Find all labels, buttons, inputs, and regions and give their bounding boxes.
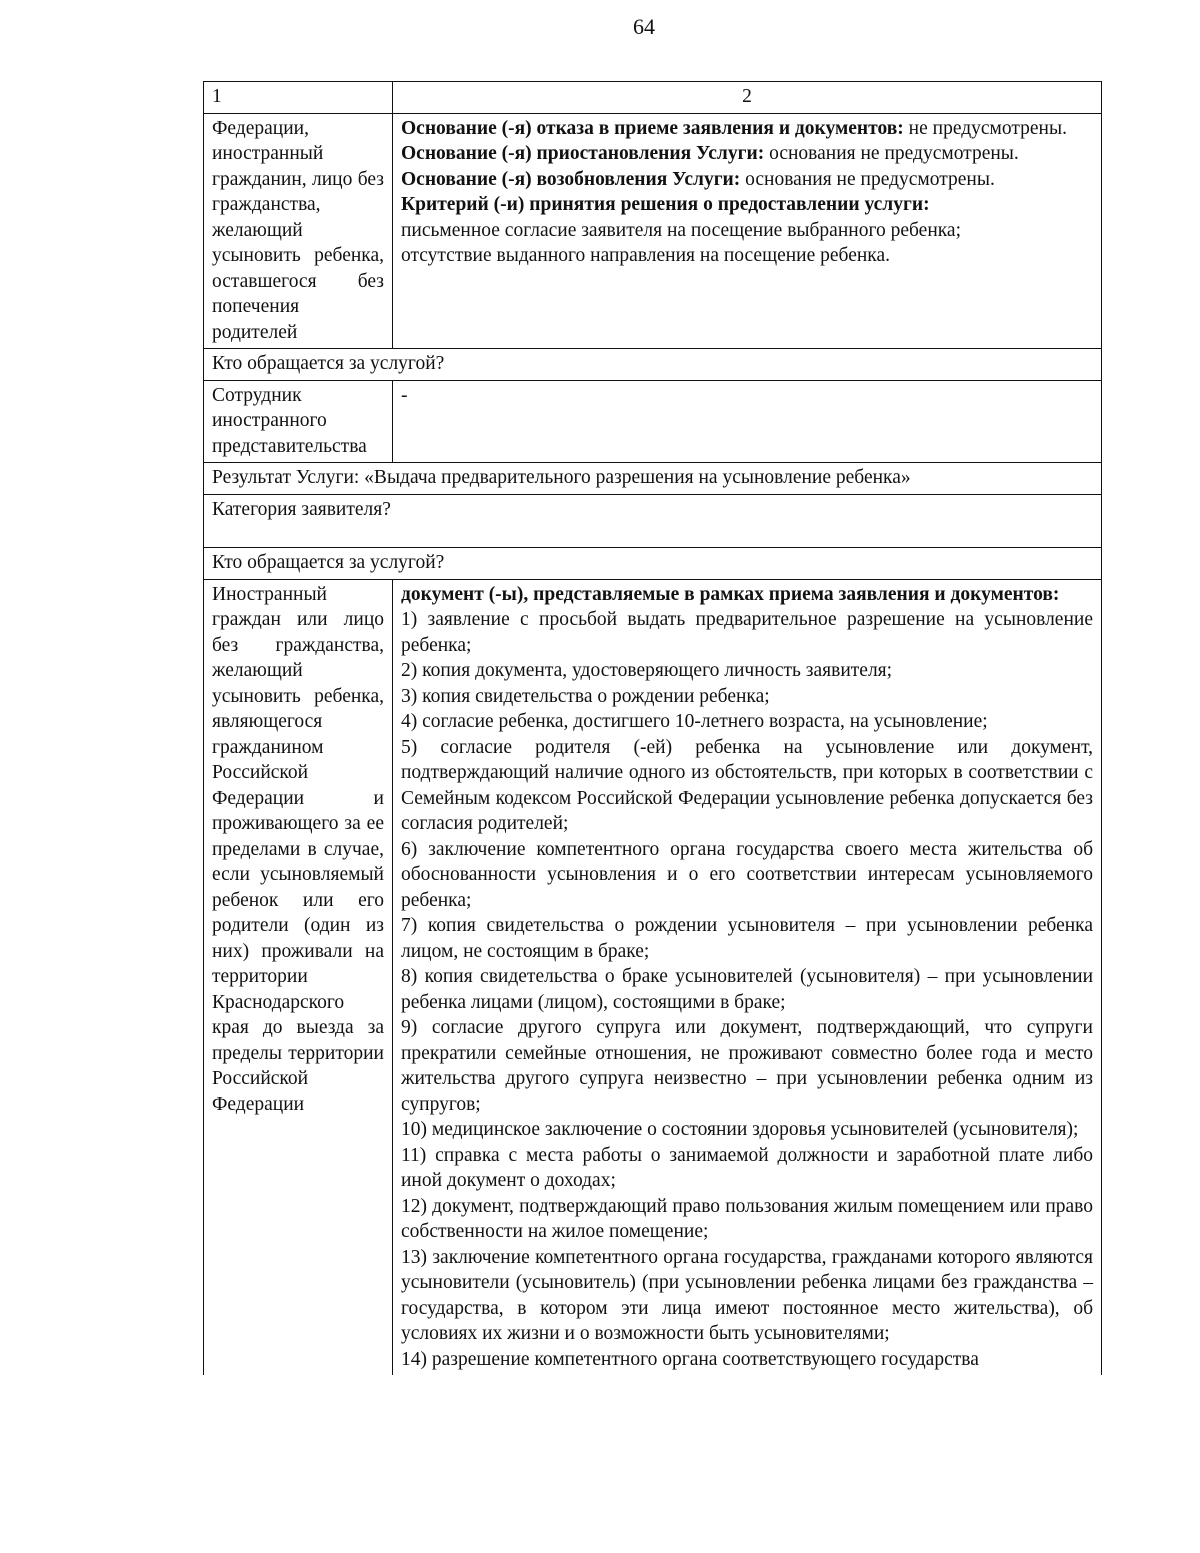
document-item: 14) разрешение компетентного органа соответствующего государства [401, 1348, 979, 1370]
services-table [203, 81, 1102, 1375]
applicant-cell: Федерации, иностранный гражданин, лицо без гражданства, желающий усыновить ребенка, оставшегося без попечения родителей [204, 113, 393, 349]
criteria-label: Критерий (-и) принятия решения о предоставлении услуги: [401, 194, 930, 215]
section-row [204, 463, 1102, 495]
applicant-cell: Сотрудник иностранного представительства [204, 380, 393, 463]
document-item: 9) согласие другого супруга или документ, подтверждающий, что супруги прекратили семейные отношения, не проживают совместно более года и место жительства другого супруга неизвестно – при усыновлении ребенка одним из супругов; [401, 1017, 1093, 1115]
refusal-text: не предусмотрены. [908, 117, 1067, 139]
document-item: 10) медицинское заключение о состоянии здоровья усыновителей (усыновителя); [401, 1119, 1079, 1140]
section-row [204, 548, 1102, 580]
criteria-item: письменное согласие заявителя на посещение выбранного ребенка; [401, 219, 962, 241]
column-1-header: 1 [204, 82, 393, 114]
page-number: 64 [633, 14, 655, 39]
resumption-text: основания не предусмотрены. [745, 168, 995, 190]
document-item: 8) копия свидетельства о браке усыновителей (усыновителя) – при усыновлении ребенка лицами (лицом), состоящими в браке; [401, 966, 1093, 1013]
suspension-grounds [401, 141, 1093, 167]
documents-cell [393, 579, 1102, 1375]
document-item: 6) заключение компетентного органа государства своего места жительства об обоснованности усыновления и о его соответствии интересам усыновляемого ребенка; [401, 838, 1093, 911]
column-2-header: 2 [393, 82, 1102, 114]
document-item: 2) копия документа, удостоверяющего личность заявителя; [401, 660, 893, 681]
document-item: 1) заявление с просьбой выдать предварительное разрешение на усыновление ребенка; [401, 609, 1093, 656]
table-header-row [204, 82, 1102, 114]
document-item: 3) копия свидетельства о рождении ребенка; [401, 685, 770, 707]
section-row [204, 494, 1102, 548]
applicant-category-text: Категория заявителя? [212, 498, 391, 520]
criteria-item: отсутствие выданного направления на посещение ребенка. [401, 245, 891, 266]
refusal-label: Основание (-я) отказа в приеме заявления и документов: [401, 117, 904, 139]
section-row [204, 349, 1102, 381]
resumption-label: Основание (-я) возобновления Услуги: [401, 168, 741, 190]
document-item: 11) справка с места работы о занимаемой должности и заработной плате либо иной документ о доходах; [401, 1144, 1093, 1191]
document-item: 7) копия свидетельства о рождении усыновителя – при усыновлении ребенка лицом, не состоящим в браке; [401, 915, 1093, 962]
refusal-grounds [401, 116, 1093, 142]
conditions-cell [393, 113, 1102, 349]
table-row [204, 113, 1102, 349]
applicant-category-heading [204, 494, 1102, 548]
who-applies-heading: Кто обращается за услугой? [204, 349, 1102, 381]
service-result-heading: Результат Услуги: «Выдача предварительного разрешения на усыновление ребенка» [204, 463, 1102, 495]
applicant-cell: Иностранный граждан или лицо без гражданства, желающий усыновить ребенка, являющегося гражданином Российской Федерации и проживающего за ее пределами в случае, если усыновляемый ребенок или его родители (один из них) проживали на территории Краснодарского края до выезда за пределы территории Российской Федерации [204, 579, 393, 1375]
document-item: 4) согласие ребенка, достигшего 10-летнего возраста, на усыновление; [401, 711, 988, 732]
document-item: 5) согласие родителя (-ей) ребенка на усыновление или документ, подтверждающий наличие одного из обстоятельств, при которых в соответствии с Семейным кодексом Российской Федерации усыновление ребенка допускается без согласия родителей; [401, 736, 1093, 834]
suspension-label: Основание (-я) приостановления Услуги: [401, 143, 765, 164]
document-item: 13) заключение компетентного органа государства, гражданами которого являются усыновители (усыновитель) (при усыновлении ребенка лицами без гражданства – государства, в котором эти лица имеют постоянное место жительства), об условиях их жизни и о возможности быть усыновителями; [401, 1246, 1093, 1344]
table-row [204, 579, 1102, 1375]
documents-label: документ (-ы), представляемые в рамках приема заявления и документов: [401, 583, 1060, 605]
value-cell: - [393, 380, 1102, 463]
suspension-text: основания не предусмотрены. [769, 143, 1019, 164]
who-applies-heading: Кто обращается за услугой? [204, 548, 1102, 580]
resumption-grounds [401, 167, 1093, 193]
document-item: 12) документ, подтверждающий право пользования жилым помещением или право собственности на жилое помещение; [401, 1195, 1093, 1242]
table-row [204, 380, 1102, 463]
